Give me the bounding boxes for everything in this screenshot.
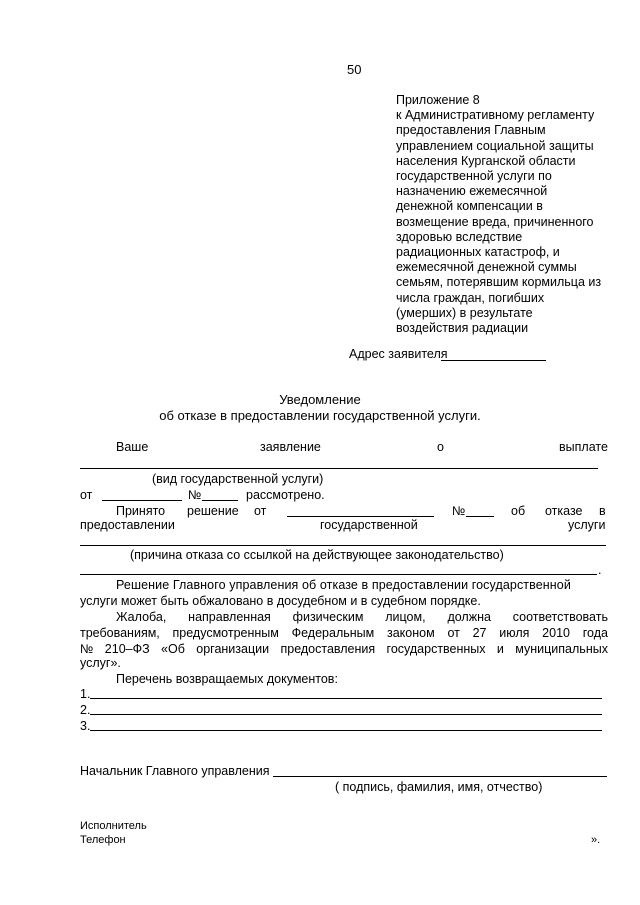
- word: 210–ФЗ: [104, 642, 150, 656]
- reason-hint: (причина отказа со ссылкой на действующее законодательство): [130, 548, 504, 562]
- doc-field-2[interactable]: [90, 714, 602, 715]
- word: соответствовать: [512, 610, 608, 624]
- word: заявление: [260, 440, 321, 454]
- appeal-line: Решение Главного управления об отказе в предоставлении государственной: [116, 578, 571, 592]
- appendix-line: семьям, потерявшим кормильца из: [396, 275, 602, 290]
- appendix-line: населения Курганской области: [396, 153, 576, 168]
- word: направленная: [188, 610, 271, 624]
- word: физическим: [292, 610, 364, 624]
- word: должна: [447, 610, 491, 624]
- word: законом: [387, 626, 435, 640]
- word: №: [452, 504, 466, 518]
- word: и: [496, 642, 504, 656]
- word: требованиям,: [80, 626, 160, 640]
- word: Жалоба,: [116, 610, 167, 624]
- appendix-line: числа граждан, погибших: [396, 290, 545, 305]
- address-label: Адрес заявителя: [349, 347, 448, 361]
- word: №: [80, 642, 94, 656]
- number-field[interactable]: [202, 500, 238, 501]
- appendix-line: здоровью вследствие: [396, 229, 523, 244]
- word: июля: [499, 626, 530, 640]
- appendix-line: назначению ежемесячной: [396, 184, 548, 199]
- word: Федеральным: [291, 626, 375, 640]
- reason-field-2[interactable]: [80, 574, 597, 575]
- word: от: [254, 504, 267, 518]
- appeal-line: услуги может быть обжаловано в досудебном и в судебном порядке.: [80, 594, 481, 608]
- word: Ваше: [116, 440, 149, 454]
- executor-label: Исполнитель: [80, 820, 147, 832]
- word: от: [447, 626, 460, 640]
- word: 2010: [542, 626, 570, 640]
- word: услуги: [568, 518, 606, 532]
- page-number: 50: [347, 62, 362, 77]
- from-label: от: [80, 488, 93, 502]
- doc-num: 3.: [80, 719, 91, 733]
- word: лицом,: [385, 610, 426, 624]
- word: предусмотренным: [172, 626, 279, 640]
- appendix-line: Приложение 8: [396, 93, 480, 107]
- appendix-line: возмещение вреда, причиненного: [396, 214, 594, 229]
- doc-num: 1.: [80, 687, 91, 701]
- appendix-line: предоставления Главным: [396, 123, 546, 138]
- complaint-line: [116, 610, 608, 624]
- word: в: [599, 504, 606, 518]
- word: предоставления: [280, 642, 376, 656]
- word: предоставлении: [80, 518, 175, 532]
- appendix-line: ежемесячной денежной суммы: [396, 260, 577, 275]
- word: 27: [472, 626, 487, 640]
- address-field[interactable]: [441, 360, 546, 361]
- date-field[interactable]: [102, 500, 182, 501]
- doc-num: 2.: [80, 703, 91, 717]
- appendix-line: (умерших) в результате: [396, 305, 533, 320]
- complaint-line: [80, 642, 608, 656]
- service-type-field[interactable]: [80, 468, 598, 469]
- appendix-line: государственной услуги по: [396, 169, 552, 184]
- word: о: [437, 440, 444, 454]
- appendix-line: управлением социальной защиты: [396, 138, 594, 153]
- word: муниципальных: [515, 642, 608, 656]
- phone-label: Телефон: [80, 834, 126, 846]
- end-dot: .: [598, 563, 602, 577]
- appendix-line: к Административному регламенту: [396, 108, 595, 123]
- signature-field[interactable]: [273, 776, 607, 777]
- closing-quote: ».: [591, 834, 601, 846]
- word: отказе: [545, 504, 583, 518]
- word: государственной: [320, 518, 418, 532]
- decision-number-field[interactable]: [466, 516, 494, 517]
- word: Принято: [116, 504, 166, 518]
- decision-date-field[interactable]: [287, 516, 434, 517]
- appendix-line: денежной компенсации в: [396, 199, 543, 214]
- signature-label: Начальник Главного управления: [80, 764, 270, 778]
- notice-title: Уведомление: [279, 392, 361, 407]
- number-label: №: [188, 488, 202, 502]
- word: государственных: [386, 642, 486, 656]
- word: об: [511, 504, 526, 518]
- appendix-line: радиационных катастроф, и: [396, 245, 560, 260]
- word: организации: [196, 642, 270, 656]
- reviewed-text: рассмотрено.: [246, 488, 325, 502]
- reason-field[interactable]: [80, 545, 606, 546]
- notice-subtitle: об отказе в предоставлении государственной услуги.: [159, 408, 481, 423]
- signature-hint: ( подпись, фамилия, имя, отчество): [335, 780, 543, 794]
- doc-field-3[interactable]: [90, 730, 602, 731]
- word: «Об: [161, 642, 185, 656]
- word: выплате: [559, 440, 608, 454]
- word: года: [582, 626, 608, 640]
- complaint-line: услуг».: [80, 656, 121, 670]
- appendix-line: воздействия радиации: [396, 321, 529, 336]
- appendix-block: [396, 93, 611, 336]
- service-type-hint: (вид государственной услуги): [152, 472, 324, 486]
- docs-label: Перечень возвращаемых документов:: [116, 672, 338, 686]
- complaint-line: [80, 626, 608, 640]
- word: решение: [187, 504, 239, 518]
- doc-field-1[interactable]: [90, 698, 602, 699]
